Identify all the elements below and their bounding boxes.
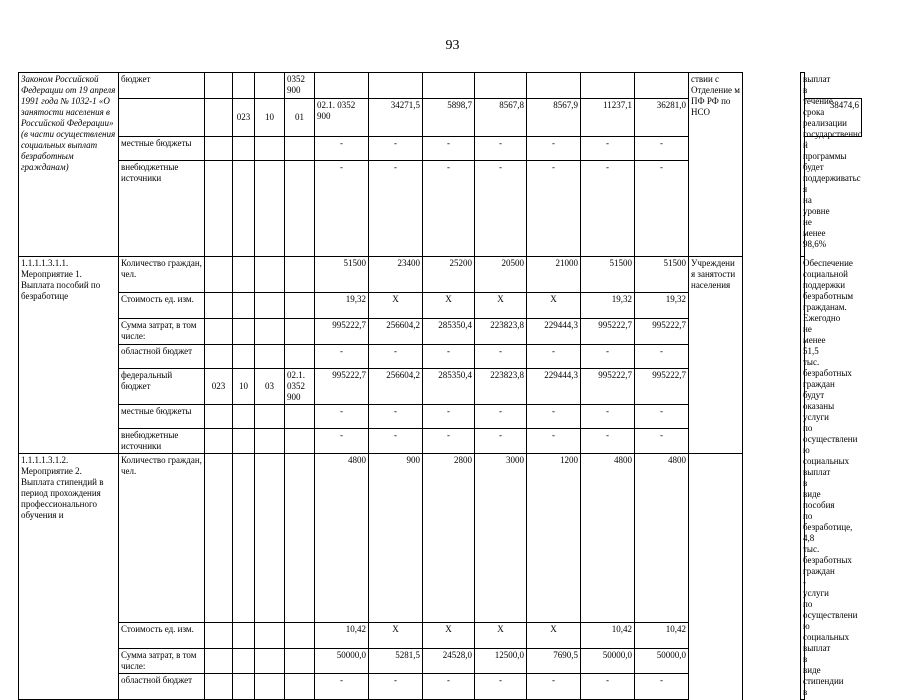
measure-title: 1.1.1.1.3.1.1. Мероприятие 1. Выплата пособий по безработице [19, 257, 119, 454]
table-row: областной бюджет - - - - - - - [19, 345, 862, 369]
row-label: Количество граждан, чел. [119, 454, 205, 623]
table-row: 1.1.1.1.3.1.1. Мероприятие 1. Выплата пособий по безработице Количество граждан, чел. 51500 23400 25200 20500 21000 51500 51500 Учреждени я занятости населения Обеспечение социальной поддержки безработным гражданам. Ежегодно не менее 51,5 тыс. безработных граждан будут оказаны услуги по осуществлени ю социальных выплат в виде пособия по безработице, 4,8 тыс. безработных граждан - услуги по осуществлени ю социальных выплат в виде стипендии в [19, 257, 862, 293]
row-label: федеральный бюджет [119, 369, 205, 405]
code-cell: 0352 900 [285, 73, 315, 99]
table-row [19, 73, 862, 99]
row-label: бюджет [119, 73, 205, 99]
table-row: 1.1.1.1.3.1.2. Мероприятие 2. Выплата стипендий в период прохождения профессионального обучения и Количество граждан, чел. 4800 900 2800 3000 1200 4800 4800 [19, 454, 862, 623]
code-cell: 02.1. 0352 900 [315, 99, 369, 137]
row-label: Количество граждан, чел. [119, 257, 205, 293]
program-table [18, 72, 862, 700]
result-cell: Обеспечение социальной поддержки безработным гражданам. Ежегодно не менее 51,5 тыс. безработных граждан будут оказаны услуги по осуществлени ю социальных выплат в виде пособия по безработице, 4,8 тыс. безработных граждан - услуги по осуществлени ю социальных выплат в виде стипендии в [801, 257, 805, 700]
table-row: местные бюджеты - - - - - - - [19, 405, 862, 429]
executor-cell: ствии с Отделение м ПФ РФ по НСО [689, 73, 743, 257]
row-label: Сумма затрат, в том числе: [119, 319, 205, 345]
table-row: областной бюджет - - - - - - - [19, 674, 862, 700]
result-cell: выплат в течение срока реализации государственно й программы будет поддерживатьс я на уровне не менее 98,6% [801, 73, 805, 257]
row-label: местные бюджеты [119, 405, 205, 429]
row-label: Стоимость ед. изм. [119, 293, 205, 319]
row-label: местные бюджеты [119, 137, 205, 161]
executor-cell: Учреждени я занятости населения [689, 257, 743, 454]
law-cell: Законом Российской Федерации от 19 апреля 1991 года № 1032-1 «О занятости населения в Российской Федерации» (в части осуществления социальных выплат безработным гражданам) [19, 73, 119, 257]
table-row: 023 10 01 02.1. 0352 900 34271,5 5898,7 8567,8 8567,9 11237,1 36281,0 38474,6 [19, 99, 862, 137]
code-cell: 02.1. 0352 900 [285, 369, 315, 405]
row-label: Стоимость ед. изм. [119, 623, 205, 649]
row-label: областной бюджет [119, 674, 205, 700]
table-row: внебюджетные источники - - - - - - - [19, 161, 862, 257]
measure-title: 1.1.1.1.3.1.2. Мероприятие 2. Выплата стипендий в период прохождения профессионального обучения и [19, 454, 119, 700]
table-row: Сумма затрат, в том числе: 995222,7 256604,2 285350,4 223823,8 229444,3 995222,7 995222,7 [19, 319, 862, 345]
row-label: Сумма затрат, в том числе: [119, 649, 205, 674]
row-label: внебюджетные источники [119, 429, 205, 454]
page-number: 93 [445, 38, 460, 53]
table-row: Стоимость ед. изм. 10,42 X X X X 10,42 10,42 [19, 623, 862, 649]
table-row: Сумма затрат, в том числе: 50000,0 5281,5 24528,0 12500,0 7690,5 50000,0 50000,0 [19, 649, 862, 674]
table-row: федеральный бюджет 023 10 03 02.1. 0352 900 995222,7 256604,2 285350,4 223823,8 229444,3 995222,7 995222,7 [19, 369, 862, 405]
row-label: внебюджетные источники [119, 161, 205, 257]
table-row: Стоимость ед. изм. 19,32 X X X X 19,32 19,32 [19, 293, 862, 319]
row-label: областной бюджет [119, 345, 205, 369]
table-row: внебюджетные источники - - - - - - - [19, 429, 862, 454]
table-row: местные бюджеты - - - - - - - [19, 137, 862, 161]
